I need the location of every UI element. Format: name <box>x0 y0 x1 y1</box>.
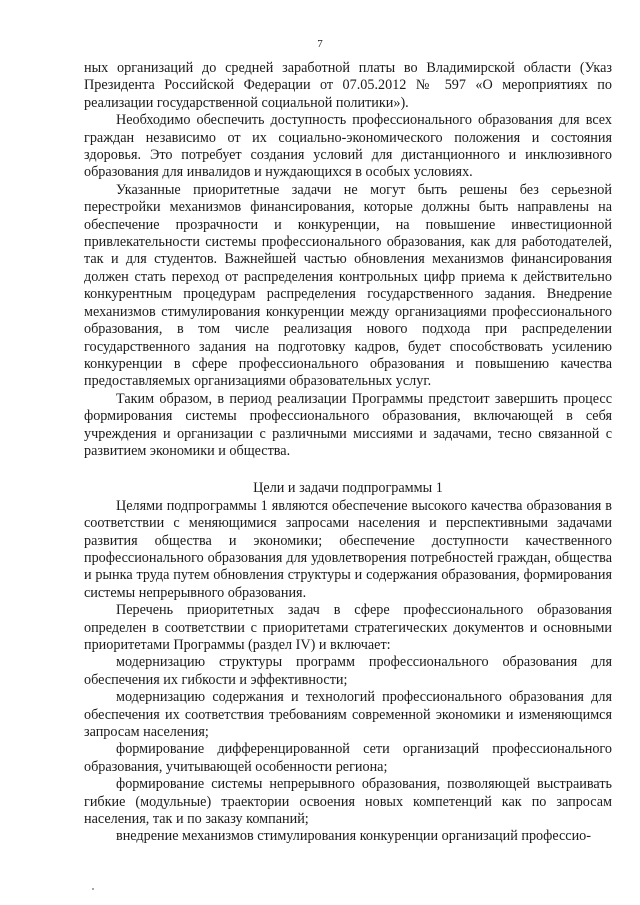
list-item: формирование системы непрерывного образования, позволяющей выстраивать гибкие (модульные) траектории освоения новых компетенций как по запросам населения, так и по заказу компаний; <box>84 776 612 828</box>
list-item: модернизацию структуры программ профессионального образования для обеспечения их гибкости и эффективности; <box>84 654 612 688</box>
section-heading: Цели и задачи подпрограммы 1 <box>253 480 443 497</box>
page-body <box>84 60 612 846</box>
paragraph: Необходимо обеспечить доступность профессионального образования для всех граждан независимо от их социально-экономического положения и состояния здоровья. Это потребует создания условий для дистанционного и инклюзивного образования для инвалидов и нуждающихся в особых условиях. <box>84 112 612 181</box>
paragraph: Указанные приоритетные задачи не могут быть решены без серьезной перестройки механизмов финансирования, которые должны быть направлены на обеспечение прозрачности и конкуренции, на повышение инвестиционной привлекательности системы профессионального образования, как для работодателей, так и для студентов. Важнейшей частью обновления механизмов финансирования должен стать переход от распределения контрольных цифр приема к действительно конкурентным процедурам распределения государственного задания. Внедрение механизмов стимулирования конкуренции между организациями профессионального образования, в том числе реализация нового подхода при распределении государственного задания на подготовку кадров, будет способствовать усилению конкуренции в сфере профессионального образования и повышению качества предоставляемых организациями образовательных услуг. <box>84 181 612 390</box>
page-number: 7 <box>317 38 323 50</box>
list-item: модернизацию содержания и технологий профессионального образования для обеспечения их соответствия требованиям современной экономики и изменяющимся запросам населения; <box>84 689 612 741</box>
paragraph: Таким образом, в период реализации Программы предстоит завершить процесс формирования системы профессионального образования, включающей в себя учреждения и организации с различными миссиями и задачами, тесно связанной с развитием экономики и общества. <box>84 390 612 459</box>
paragraph: ных организаций до средней заработной платы во Владимирской области (Указ Президента Российской Федерации от 07.05.2012 № 597 «О мероприятиях по реализации государственной социальной политики»). <box>84 60 612 111</box>
paragraph: Перечень приоритетных задач в сфере профессионального образования определен в соответствии с приоритетами стратегических документов и основными приоритетами Программы (раздел IV) и включает: <box>84 602 612 653</box>
paragraph: Целями подпрограммы 1 являются обеспечение высокого качества образования в соответствии с меняющимися запросами населения и перспективными задачами развития общества и экономики; обеспечение доступности качественного профессионального образования для удовлетворения потребностей граждан, общества и рынка труда путем обновления структуры и содержания образования, формирования системы непрерывного образования. <box>84 497 612 601</box>
scan-speck <box>92 888 94 890</box>
list-item: внедрение механизмов стимулирования конкуренции организаций профессио- <box>116 828 591 845</box>
list-item: формирование дифференцированной сети организаций профессионального образования, учитывающей особенности региона; <box>84 741 612 775</box>
